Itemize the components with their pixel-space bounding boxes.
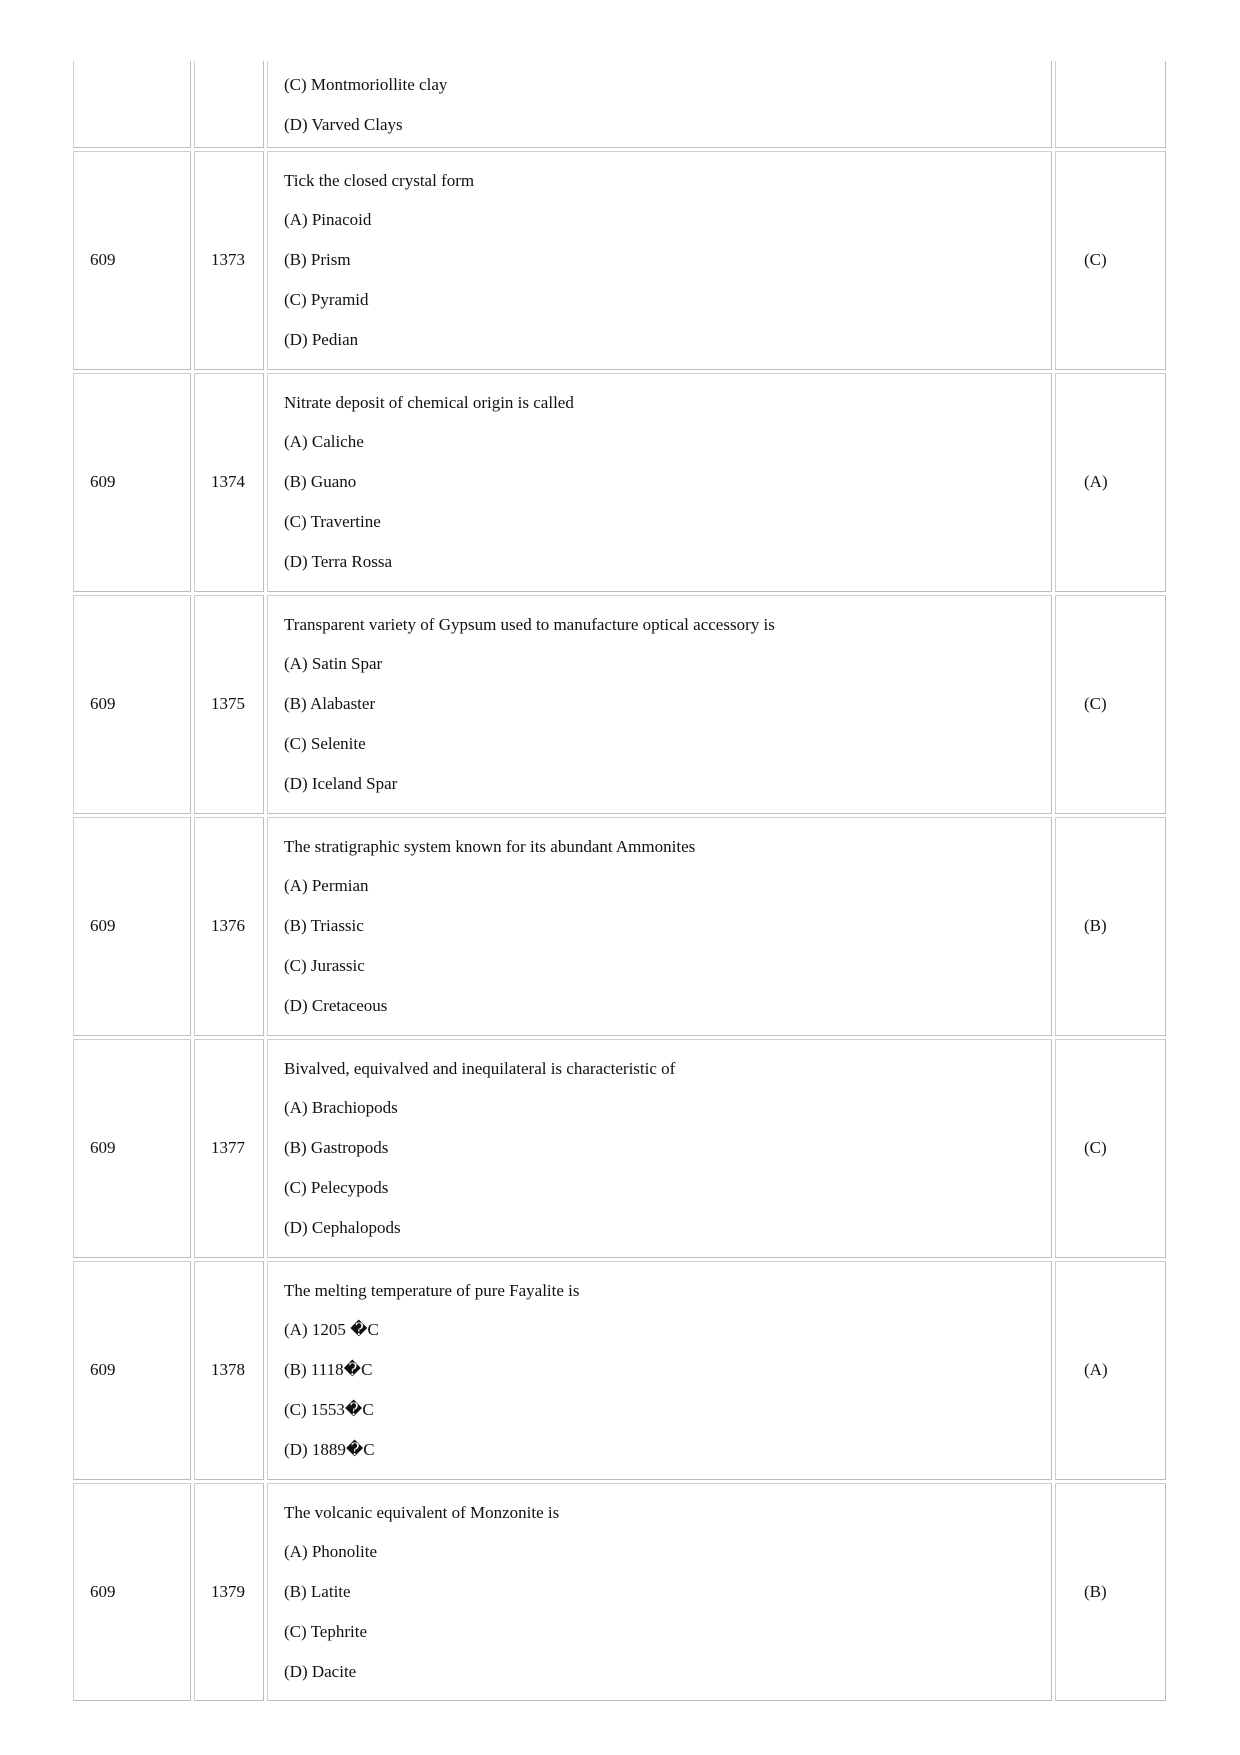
option-line: (C) 1553�C bbox=[284, 1399, 374, 1419]
option-line: (A) 1205 �C bbox=[284, 1320, 379, 1340]
table-row bbox=[73, 1261, 1166, 1480]
option-line: (B) Latite bbox=[284, 1582, 351, 1602]
option-line: (D) Iceland Spar bbox=[284, 773, 398, 793]
answer-cell bbox=[1055, 61, 1166, 148]
option-line: (D) Pedian bbox=[284, 329, 359, 349]
table-row bbox=[73, 151, 1166, 370]
code-cell bbox=[73, 61, 191, 148]
question-cell bbox=[267, 1483, 1052, 1702]
option-line: (D) Cephalopods bbox=[284, 1217, 401, 1237]
question-table bbox=[70, 58, 1169, 1704]
option-line: (B) 1118�C bbox=[284, 1360, 373, 1380]
table-row bbox=[73, 373, 1166, 592]
code-cell: 609 bbox=[73, 817, 191, 1036]
question-text: Nitrate deposit of chemical origin is called bbox=[284, 392, 574, 412]
option-line: (A) Pinacoid bbox=[284, 210, 372, 230]
question-text: Tick the closed crystal form bbox=[284, 170, 475, 190]
option-line: (A) Brachiopods bbox=[284, 1098, 398, 1118]
number-cell: 1376 bbox=[194, 817, 264, 1036]
option-line: (C) Travertine bbox=[284, 511, 381, 531]
answer-cell: (C) bbox=[1055, 151, 1166, 370]
question-cell bbox=[267, 595, 1052, 814]
code-cell: 609 bbox=[73, 151, 191, 370]
number-cell: 1375 bbox=[194, 595, 264, 814]
number-cell: 1377 bbox=[194, 1039, 264, 1258]
option-line: (C) Pelecypods bbox=[284, 1177, 389, 1197]
answer-cell: (B) bbox=[1055, 817, 1166, 1036]
table-row bbox=[73, 1039, 1166, 1258]
question-text: The volcanic equivalent of Monzonite is bbox=[284, 1502, 560, 1522]
table-row bbox=[73, 817, 1166, 1036]
option-line: (C) Jurassic bbox=[284, 955, 365, 975]
number-cell: 1374 bbox=[194, 373, 264, 592]
option-line: (A) Satin Spar bbox=[284, 654, 383, 674]
question-text: Bivalved, equivalved and inequilateral is characteristic of bbox=[284, 1058, 676, 1078]
table-row bbox=[73, 595, 1166, 814]
option-line: (A) Phonolite bbox=[284, 1542, 378, 1562]
code-cell: 609 bbox=[73, 1483, 191, 1702]
option-line: (B) Guano bbox=[284, 472, 357, 492]
option-line: (B) Triassic bbox=[284, 916, 364, 936]
table-row bbox=[73, 1483, 1166, 1702]
option-line: (A) Caliche bbox=[284, 432, 364, 452]
question-cell bbox=[267, 817, 1052, 1036]
answer-cell: (A) bbox=[1055, 373, 1166, 592]
option-line: (C) Pyramid bbox=[284, 289, 369, 309]
question-cell bbox=[267, 373, 1052, 592]
option-line: (C) Selenite bbox=[284, 733, 366, 753]
question-cell bbox=[267, 1261, 1052, 1480]
table-row-continued bbox=[73, 61, 1166, 148]
option-line: (C) Tephrite bbox=[284, 1621, 367, 1641]
code-cell: 609 bbox=[73, 1261, 191, 1480]
question-cell bbox=[267, 61, 1052, 148]
answer-cell: (B) bbox=[1055, 1483, 1166, 1702]
option-line: (C) Montmoriollite clay bbox=[284, 75, 448, 94]
option-line: (D) Dacite bbox=[284, 1661, 357, 1681]
code-cell: 609 bbox=[73, 595, 191, 814]
option-line: (D) 1889�C bbox=[284, 1439, 375, 1459]
question-text: Transparent variety of Gypsum used to manufacture optical accessory is bbox=[284, 614, 775, 634]
question-text: The melting temperature of pure Fayalite is bbox=[284, 1280, 580, 1300]
question-text: The stratigraphic system known for its abundant Ammonites bbox=[284, 836, 696, 856]
option-line: (D) Cretaceous bbox=[284, 995, 388, 1015]
number-cell bbox=[194, 61, 264, 148]
option-line: (A) Permian bbox=[284, 876, 369, 896]
answer-cell: (A) bbox=[1055, 1261, 1166, 1480]
option-line: (D) Varved Clays bbox=[284, 114, 403, 134]
answer-cell: (C) bbox=[1055, 1039, 1166, 1258]
code-cell: 609 bbox=[73, 373, 191, 592]
number-cell: 1379 bbox=[194, 1483, 264, 1702]
option-line: (D) Terra Rossa bbox=[284, 551, 393, 571]
question-cell bbox=[267, 1039, 1052, 1258]
number-cell: 1378 bbox=[194, 1261, 264, 1480]
question-sheet bbox=[73, 58, 1169, 1704]
question-cell bbox=[267, 151, 1052, 370]
answer-cell: (C) bbox=[1055, 595, 1166, 814]
code-cell: 609 bbox=[73, 1039, 191, 1258]
option-line: (B) Alabaster bbox=[284, 694, 376, 714]
number-cell: 1373 bbox=[194, 151, 264, 370]
option-line: (B) Gastropods bbox=[284, 1138, 389, 1158]
option-line: (B) Prism bbox=[284, 250, 351, 270]
